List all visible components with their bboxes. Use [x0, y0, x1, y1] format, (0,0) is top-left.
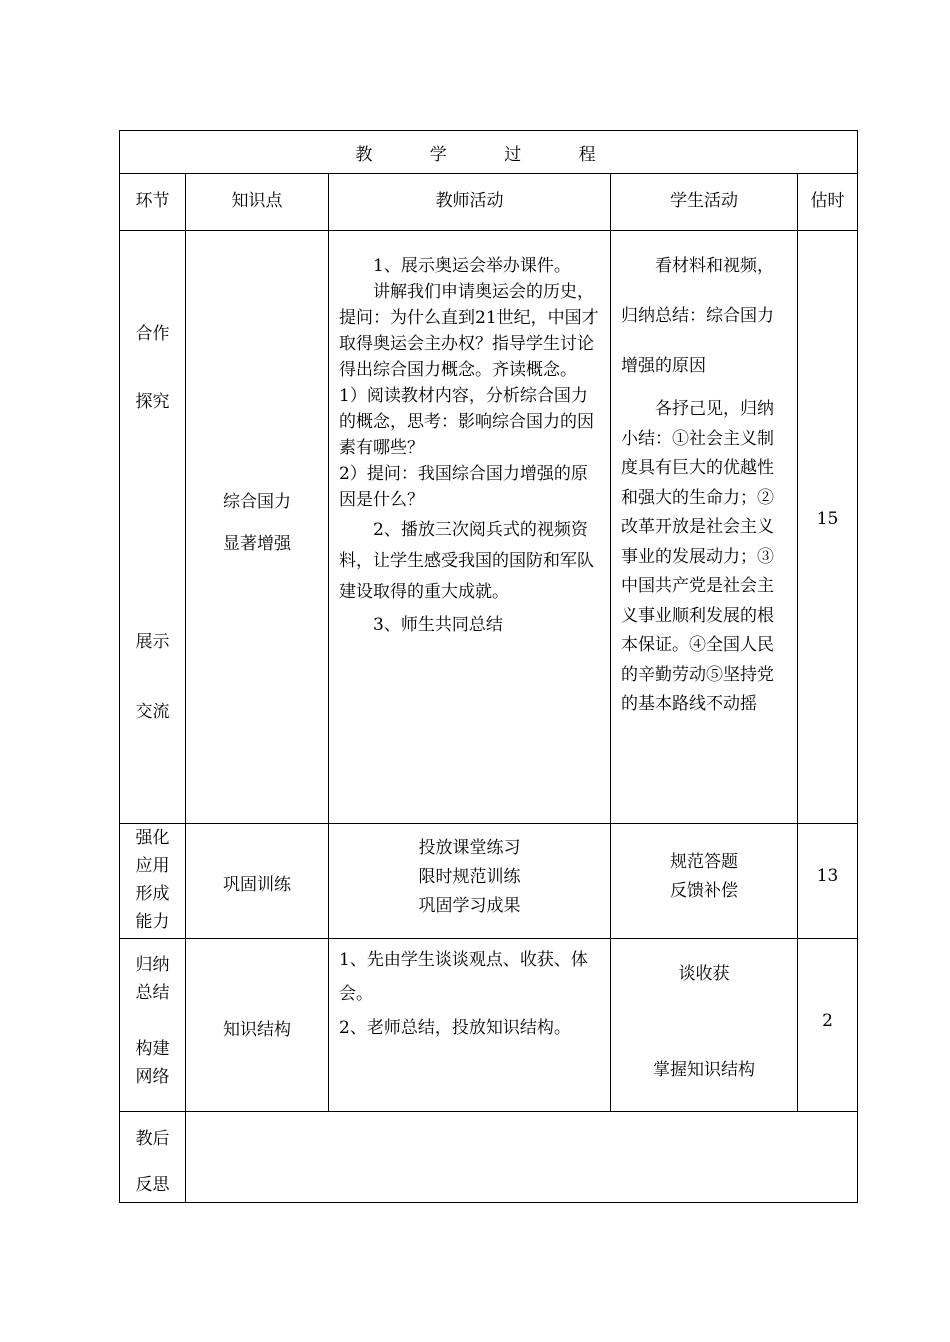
time-cell: 13	[798, 824, 858, 939]
lesson-process-table	[119, 130, 858, 1203]
stage-cell: 合作 探究 展示 交流	[120, 231, 186, 824]
header-student-activity: 学生活动	[611, 174, 798, 231]
teacher-activity-cell: 1、展示奥运会举办课件。 讲解我们申请奥运会的历史，提问：为什么直到21世纪，中国才取得奥运会主办权？指导学生讨论得出综合国力概念。齐读概念。 1）阅读教材内容，分析综合国力的概念，思考：影响综合国力的因素有哪些？ 2）提问：我国综合国力增强的原因是什么？ 2、播放三次阅兵式的视频资料，让学生感受我国的国防和军队建设取得的重大成就。 3、师生共同总结	[329, 231, 611, 824]
header-knowledge: 知识点	[186, 174, 329, 231]
knowledge-cell: 巩固训练	[186, 824, 329, 939]
header-stage: 环节	[120, 174, 186, 231]
knowledge-cell: 综合国力 显著增强	[186, 231, 329, 824]
table-title: 教 学 过 程	[120, 131, 858, 174]
table-row	[120, 231, 858, 824]
table-row	[120, 824, 858, 939]
reflection-content-cell	[186, 1112, 858, 1203]
header-time: 估时	[798, 174, 858, 231]
table-row	[120, 1112, 858, 1203]
stage-cell: 强化 应用 形成 能力	[120, 824, 186, 939]
table-row	[120, 939, 858, 1112]
header-teacher-activity: 教师活动	[329, 174, 611, 231]
time-cell: 2	[798, 939, 858, 1112]
teacher-activity-cell: 投放课堂练习 限时规范训练 巩固学习成果	[329, 824, 611, 939]
stage-cell: 归纳 总结 构建 网络	[120, 939, 186, 1112]
student-activity-cell: 谈收获 掌握知识结构	[611, 939, 798, 1112]
stage-cell: 教后 反思	[120, 1112, 186, 1203]
time-cell: 15	[798, 231, 858, 824]
knowledge-cell: 知识结构	[186, 939, 329, 1112]
student-activity-cell: 规范答题 反馈补偿	[611, 824, 798, 939]
teacher-activity-cell: 1、先由学生谈谈观点、收获、体会。 2、老师总结，投放知识结构。	[329, 939, 611, 1112]
student-activity-cell: 看材料和视频，归纳总结：综合国力增强的原因 各抒己见，归纳小结：①社会主义制度具有巨大的优越性和强大的生命力；②改革开放是社会主义事业的发展动力；③中国共产党是社会主义事业顺利发展的根本保证。④全国人民的辛勤劳动⑤坚持党的基本路线不动摇	[611, 231, 798, 824]
